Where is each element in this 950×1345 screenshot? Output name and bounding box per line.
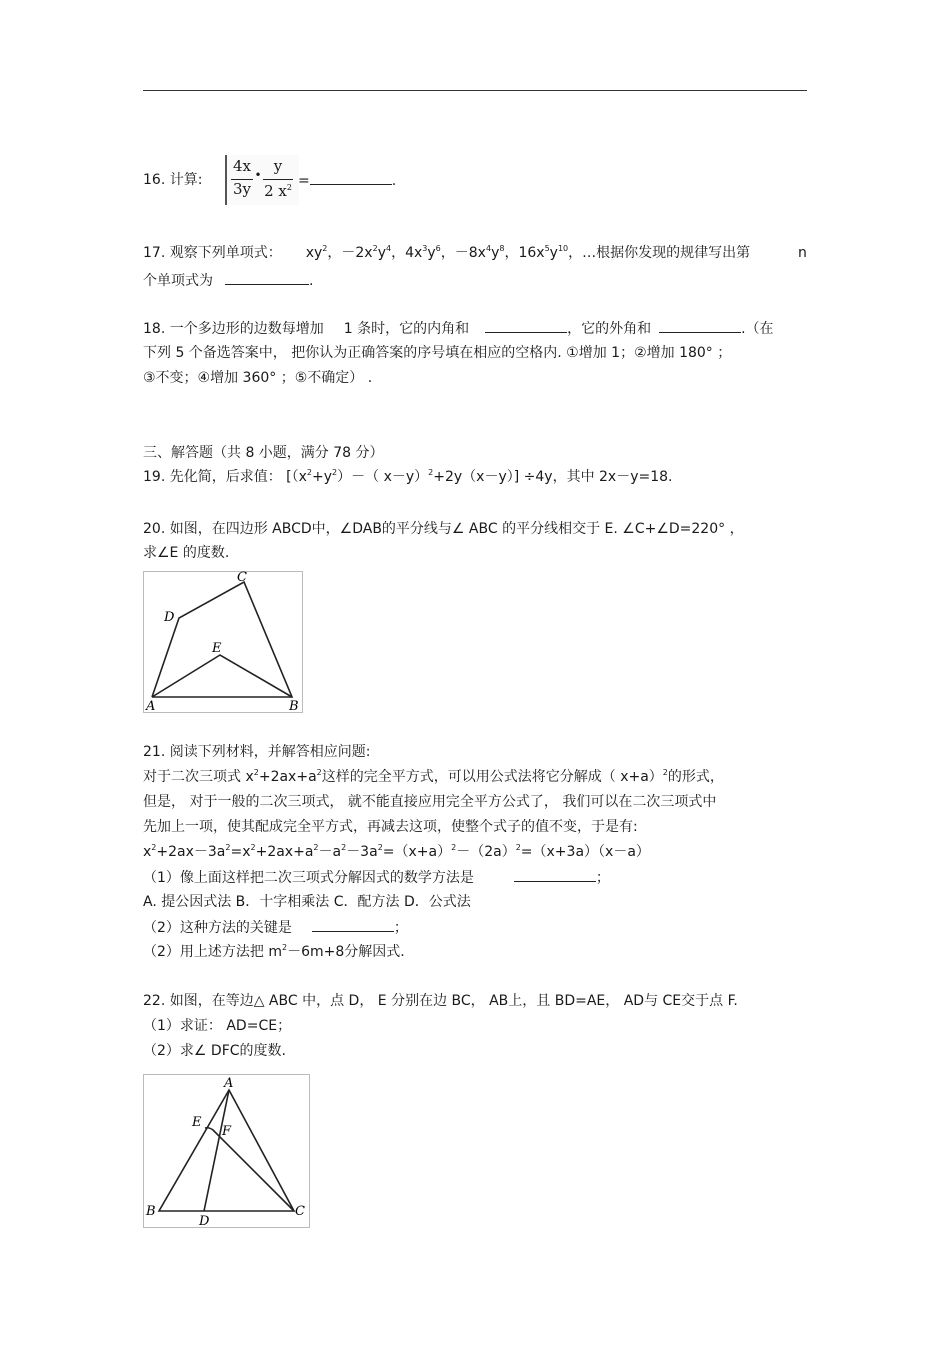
label-c: C <box>237 571 247 585</box>
q21-line-5: $x^2+2ax-3a^2=x^2+2ax+a^2-a^2-3a^2=(x+a)^2-(2a)^2=(x+3a)(x-a)$ <box>143 843 650 860</box>
section-3-heading: 三、解答题（共 8 小题，满分 78 分） <box>143 445 384 461</box>
quadrilateral-outline <box>152 582 292 697</box>
label-d: D <box>164 610 175 625</box>
q16-answer: = . <box>298 170 396 191</box>
q18-line-3: ③不变；④增加 360° ；⑤不确定） . <box>143 370 373 386</box>
header-rule <box>143 90 807 91</box>
triangle-figure <box>143 1074 310 1228</box>
q17-line-2: 个单项式为 . <box>143 270 313 291</box>
q21-line-6: （1）像上面这样把二次三项式分解因式的数学方法是 ； <box>143 867 610 888</box>
q20-line-1: 20. 如图，在四边形 ABCD中，∠DAB的平分线与∠ ABC 的平分线相交于 E. ∠C+∠D=220° ， <box>143 521 744 537</box>
q19-line: 19. 先化简，后求值： [$(x^2+y^2)-$（ x－y）$^2$+2y（x－y）] ÷4y，其中 2x－y=18. <box>143 468 673 485</box>
label-e: E <box>212 641 222 656</box>
frac2-numerator: y <box>273 157 283 175</box>
figure-frame <box>144 1075 310 1228</box>
q21-line-3: 但是， 对于一般的二次三项式， 就不能直接应用完全平方公式了， 我们可以在二次三项式中 <box>143 794 717 810</box>
q22-line-3: （2）求∠ DFC的度数. <box>143 1043 286 1059</box>
label-e: E <box>192 1115 202 1130</box>
label-a: A <box>224 1076 234 1091</box>
q18-blank-interior[interactable] <box>485 318 567 333</box>
q21-choices: A. 提公因式法 B．十字相乘法 C．配方法 D．公式法 <box>143 894 471 910</box>
q16-fraction-image <box>225 155 299 205</box>
q16-blank[interactable] <box>310 170 392 185</box>
q21-blank-1[interactable] <box>514 867 596 882</box>
q18-line-1: 18. 一个多边形的边数每增加 1 条时，它的内角和 ，它的外角和 .（在 <box>143 318 774 339</box>
label-b: B <box>146 1204 156 1219</box>
frac2-denominator: 2 $x^2$ <box>264 182 292 200</box>
q22-line-1: 22. 如图，在等边△ ABC 中，点 D， E 分别在边 BC， AB上，且 BD=AE， AD与 CE交于点 F. <box>143 993 738 1009</box>
q21-line-4: 先加上一项，使其配成完全平方式，再减去这项，使整个式子的值不变，于是有: <box>143 819 638 835</box>
label-f: F <box>222 1124 232 1139</box>
frac1-denominator: 3y <box>232 180 252 198</box>
equilateral-triangle <box>159 1090 294 1211</box>
q16-line <box>143 170 202 190</box>
q21-line-8: （2）这种方法的关键是 ； <box>143 917 408 938</box>
label-d: D <box>199 1214 210 1228</box>
q18-blank-exterior[interactable] <box>659 318 741 333</box>
q20-line-2: 求∠E 的度数. <box>143 545 230 561</box>
q21-line-1: 21. 阅读下列材料，并解答相应问题: <box>143 744 371 760</box>
q22-line-2: （1）求证： AD=CE； <box>143 1018 292 1034</box>
dot-operator: • <box>254 168 262 182</box>
equals-sign: = <box>298 173 310 189</box>
q21-blank-2[interactable] <box>312 917 394 932</box>
q17-n: n <box>798 245 807 261</box>
segment-ad <box>204 1090 229 1211</box>
q21-line-9: （2）用上述方法把 $m^2-6m+8$分解因式. <box>143 943 405 960</box>
q18-line-2: 下列 5 个备选答案中， 把你认为正确答案的序号填在相应的空格内. ①增加 1；②增加 180° ； <box>143 345 732 361</box>
q21-line-2: 对于二次三项式 $x^2+2ax+a^2$这样的完全平方式，可以用公式法将它分解成（ x+a）$^2$的形式， <box>143 768 724 785</box>
label-a: A <box>146 699 156 713</box>
frac1-numerator: 4x <box>232 157 251 175</box>
label-c: C <box>295 1204 305 1219</box>
bisector-lines <box>152 655 292 697</box>
q17-line-1: 17. 观察下列单项式： $xy^2$，$-2x^2y^4$，$4x^3y^6$，$-8x^4y^8$，$16x^5y^{10}$，…根据你发现的规律写出第 <box>143 244 751 261</box>
label-b: B <box>289 699 299 713</box>
q17-blank[interactable] <box>225 270 309 285</box>
quadrilateral-figure <box>143 571 303 713</box>
q16-prefix: 16. 计算: <box>143 172 203 188</box>
figure-frame <box>144 572 303 713</box>
frac2-bar <box>263 179 293 180</box>
